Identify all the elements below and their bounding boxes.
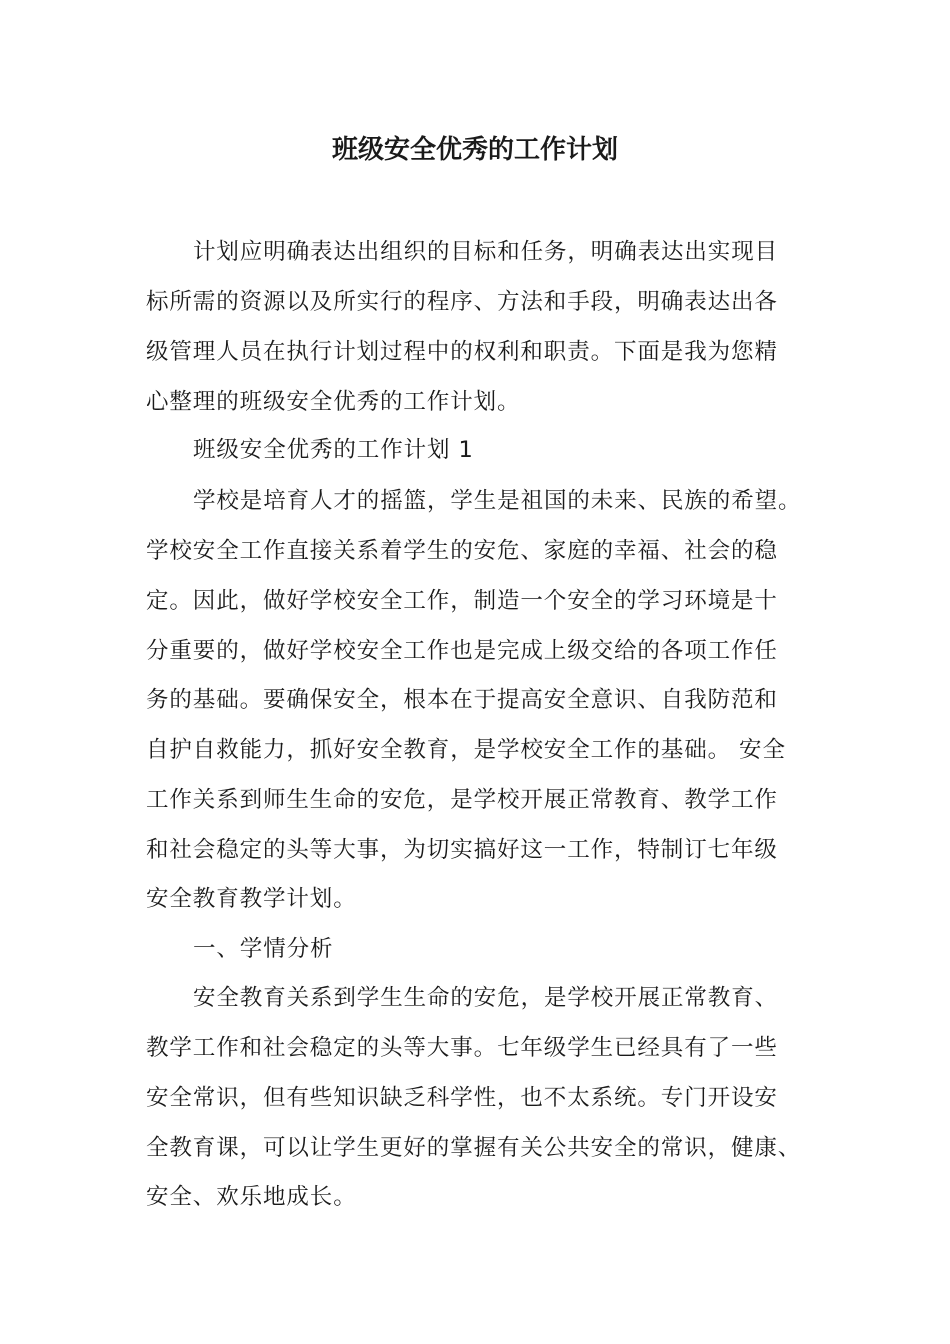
plan1-line-3: 定。因此，做好学校安全工作，制造一个安全的学习环境是十: [146, 588, 778, 614]
analysis-line-1: 安全教育关系到学生生命的安危，是学校开展正常教育、: [193, 985, 779, 1011]
plan1-line-8: 和社会稳定的头等大事，为切实搞好这一工作，特制订七年级: [146, 837, 778, 863]
document-title: 班级安全优秀的工作计划: [331, 135, 618, 165]
intro-line-1: 计划应明确表达出组织的目标和任务，明确表达出实现目: [193, 239, 779, 265]
section-heading-analysis: 一、学情分析: [193, 936, 334, 962]
plan1-line-1: 学校是培育人才的摇篮，学生是祖国的未来、民族的希望。: [193, 488, 802, 514]
plan1-line-6: 自护自救能力，抓好安全教育，是学校安全工作的基础。 安全: [146, 737, 786, 763]
intro-line-3: 级管理人员在执行计划过程中的权利和职责。下面是我为您精: [146, 339, 778, 365]
analysis-line-5: 安全、欢乐地成长。: [146, 1184, 357, 1210]
plan1-line-9: 安全教育教学计划。: [146, 886, 357, 912]
plan1-line-5: 务的基础。要确保安全，根本在于提高安全意识、自我防范和: [146, 687, 778, 713]
intro-line-4: 心整理的班级安全优秀的工作计划。: [146, 389, 521, 415]
plan1-line-4: 分重要的，做好学校安全工作也是完成上级交给的各项工作任: [146, 638, 778, 664]
intro-line-2: 标所需的资源以及所实行的程序、方法和手段，明确表达出各: [146, 289, 778, 315]
section-heading-plan-1: 班级安全优秀的工作计划 1: [193, 437, 474, 463]
analysis-line-3: 安全常识，但有些知识缺乏科学性，也不太系统。专门开设安: [146, 1085, 778, 1111]
analysis-line-4: 全教育课，可以让学生更好的掌握有关公共安全的常识，健康、: [146, 1135, 802, 1161]
plan1-line-2: 学校安全工作直接关系着学生的安危、家庭的幸福、社会的稳: [146, 538, 778, 564]
analysis-line-2: 教学工作和社会稳定的头等大事。七年级学生已经具有了一些: [146, 1035, 778, 1061]
plan1-line-7: 工作关系到师生生命的安危，是学校开展正常教育、教学工作: [146, 787, 778, 813]
